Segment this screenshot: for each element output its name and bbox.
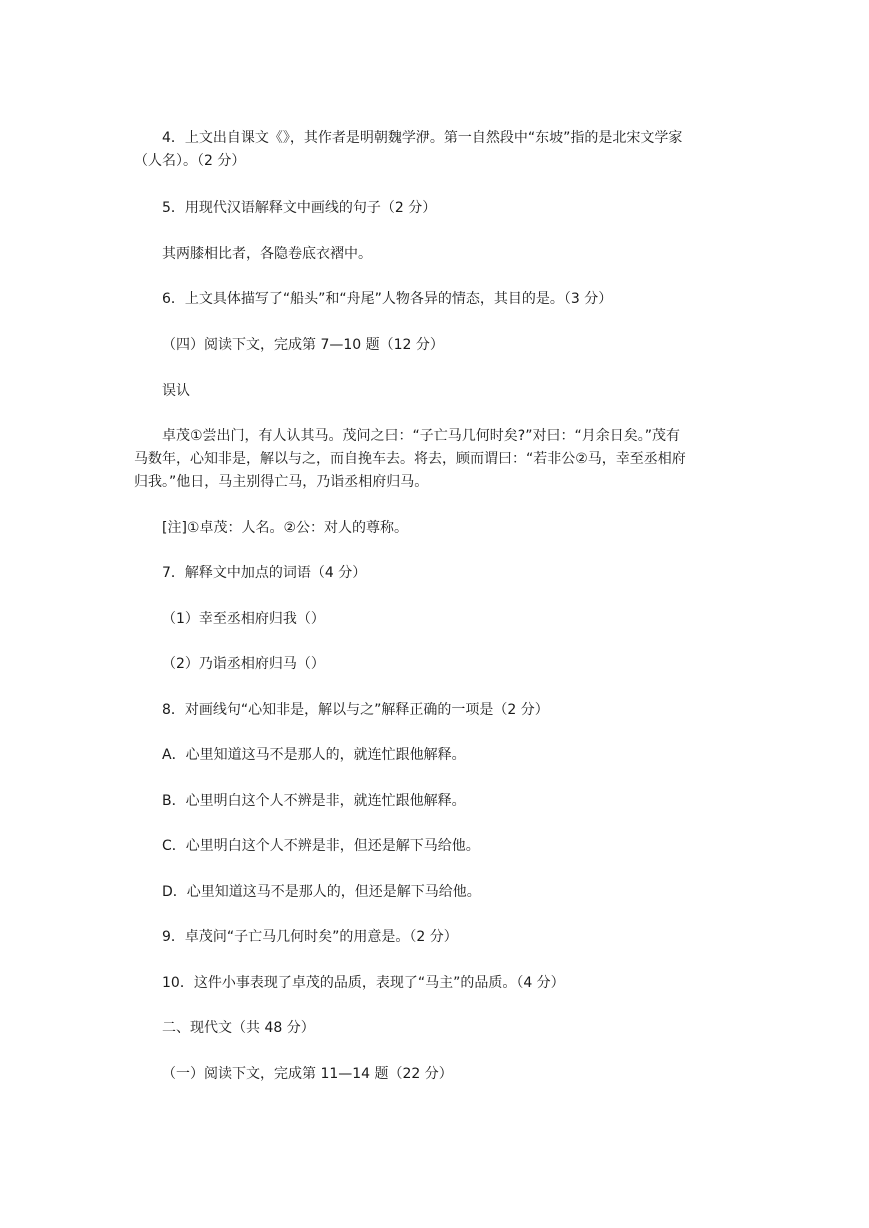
section-ii-heading: 二、现代文（共 48 分） xyxy=(162,1020,315,1036)
option-d: D．心里知道这马不是那人的，但还是解下马给他。 xyxy=(162,884,481,900)
question-6: 6．上文具体描写了“船头”和“舟尾”人物各异的情态，其目的是。（3 分） xyxy=(162,291,613,307)
passage-text xyxy=(134,425,742,494)
option-c: C．心里明白这个人不辨是非，但还是解下马给他。 xyxy=(162,838,480,854)
question-4-line-1: 4．上文出自课文《》，其作者是明朝魏学洢。第一自然段中“东坡”指的是北宋文学家 xyxy=(162,130,683,146)
question-7-item-1: （1）幸至丞相府归我（） xyxy=(162,611,325,627)
question-8: 8．对画线句“心知非是，解以与之”解释正确的一项是（2 分） xyxy=(162,702,549,718)
question-4-line-2: （人名）。（2 分） xyxy=(134,153,246,169)
question-7-item-2: （2）乃诣丞相府归马（） xyxy=(162,656,325,672)
question-4 xyxy=(134,127,742,173)
option-a: A．心里知道这马不是那人的，就连忙跟他解释。 xyxy=(162,747,466,763)
question-5: 5．用现代汉语解释文中画线的句子（2 分） xyxy=(162,200,437,216)
passage-line-3: 归我。”他日，马主别得亡马，乃诣丞相府归马。 xyxy=(134,474,429,490)
section-1-heading: （一）阅读下文，完成第 11—14 题（22 分） xyxy=(162,1066,453,1082)
option-b: B．心里明白这个人不辨是非，就连忙跟他解释。 xyxy=(162,793,466,809)
passage-title: 误认 xyxy=(162,383,190,399)
question-5-sentence: 其两膝相比者，各隐卷底衣褶中。 xyxy=(162,246,372,262)
question-9: 9．卓茂问“子亡马几何时矣”的用意是。（2 分） xyxy=(162,929,458,945)
passage-line-2: 马数年，心知非是，解以与之，而自挽车去。将去，顾而谓曰：“若非公②马，幸至丞相府 xyxy=(134,451,686,467)
passage-note: [注]①卓茂：人名。②公：对人的尊称。 xyxy=(162,520,409,536)
section-4-heading: （四）阅读下文，完成第 7—10 题（12 分） xyxy=(162,337,444,353)
question-10: 10．这件小事表现了卓茂的品质，表现了“马主”的品质。（4 分） xyxy=(162,975,565,991)
passage-line-1: 卓茂①尝出门，有人认其马。茂问之曰：“子亡马几何时矣?”对曰：“月余日矣。”茂有 xyxy=(162,428,680,444)
question-7: 7．解释文中加点的词语（4 分） xyxy=(162,565,367,581)
